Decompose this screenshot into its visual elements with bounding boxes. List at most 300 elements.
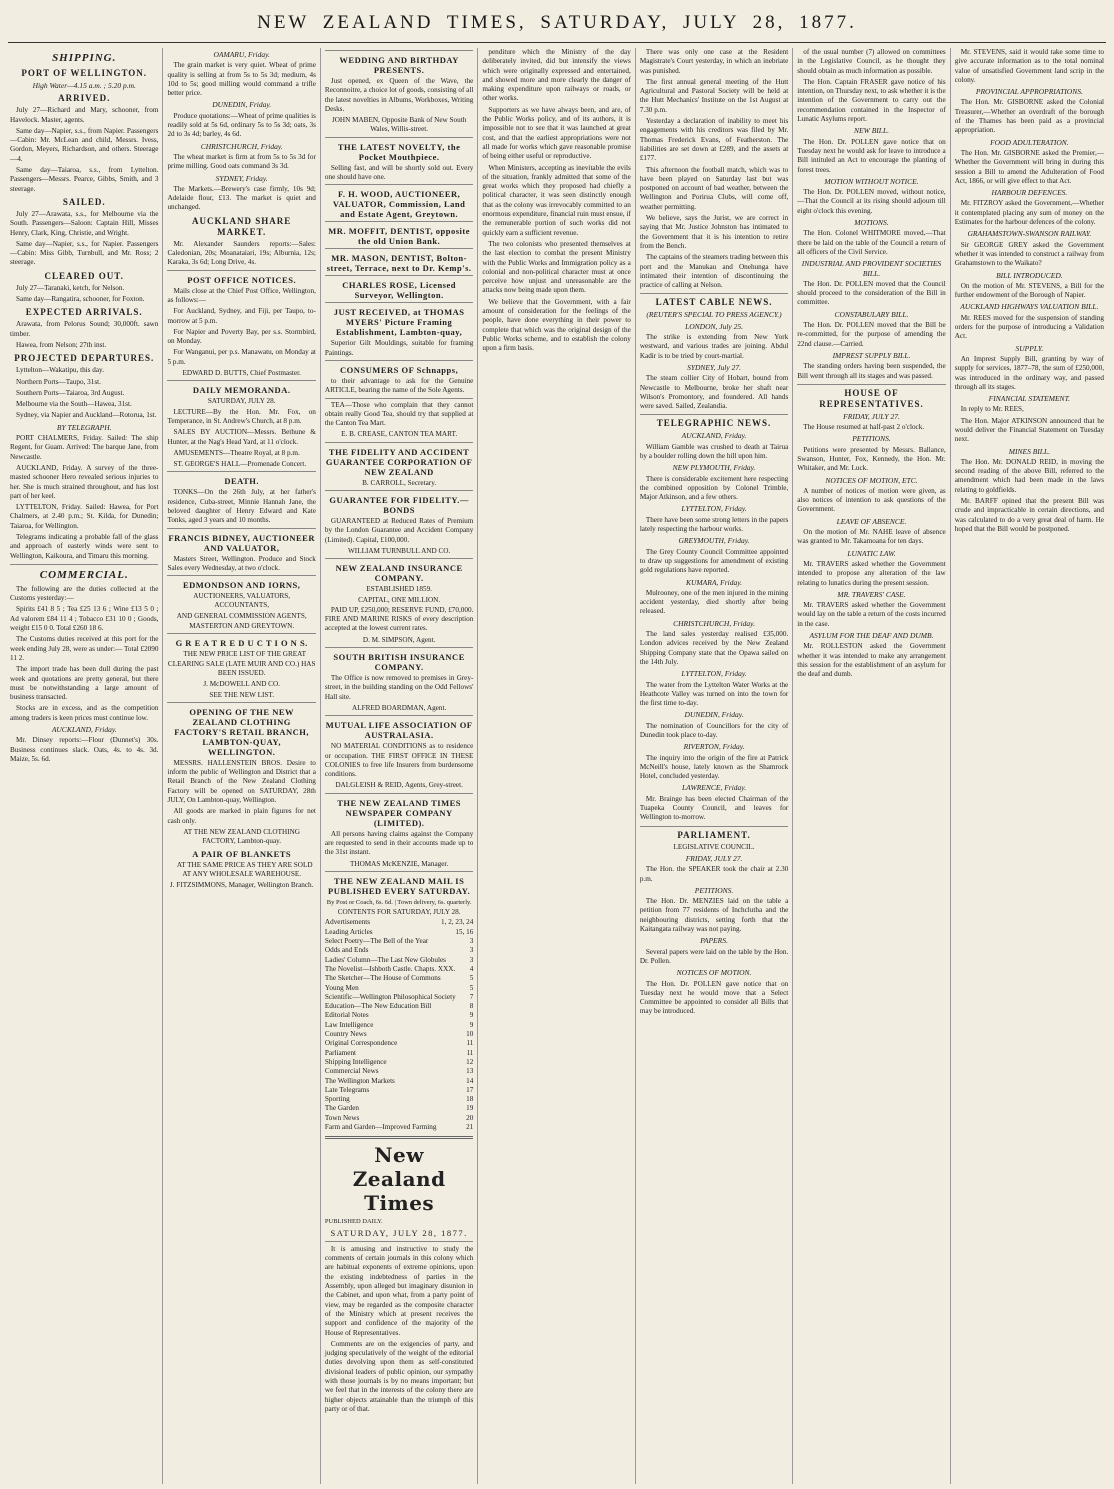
ad-reductions-text: THE NEW PRICE LIST OF THE GREAT CLEARING SALE (LATE MUIR AND CO.) HAS BEEN ISSUED. — [167, 650, 316, 677]
column-5 — [636, 48, 793, 1484]
dispatch-text: The nomination of Councillors for the city of Dunedin took place to-day. — [639, 721, 789, 739]
mail-contents — [325, 871, 473, 1132]
deaf-text: Mr. ROLLESTON asked the Government whether it was intended to make any arrangement this session for the establishment of an asylum for the deaf and dumb. — [797, 642, 946, 679]
ad-clothing-text: All goods are marked in plain figures for net cash only. — [167, 807, 316, 825]
contents-title: Education—The New Education Bill — [324, 1002, 432, 1011]
divider — [325, 1241, 473, 1242]
ad-novelty — [325, 137, 473, 183]
oamaru-heading: OAMARU, Friday. — [213, 50, 270, 59]
contents-row — [325, 1086, 473, 1095]
news-item: Yesterday a declaration of inability to meet his engagements with his creditors was filed by Mr. Thomas Frederick Evans, of Featherston. The liabilities are set down at £289, and the assets at £177. — [639, 117, 789, 163]
sydney-heading: SYDNEY, Friday. — [215, 173, 268, 183]
ad-blankets-heading: A PAIR OF BLANKETS — [192, 848, 292, 859]
contents-page: 7 — [469, 992, 474, 1001]
dispatch-text: The inquiry into the origin of the fire at Patrick McNeill's house, lately known as the Shamrock Hotel, concluded yesterday. — [639, 753, 789, 781]
ad-edmondson-sub: AUCTIONEERS, VALUATORS, ACCOUNTANTS, — [193, 592, 291, 610]
sailed-item: Same day—Napier, s.s., for Napier. Passengers—Cabin: Miss Gibb, Turnbull, and Mr. Ross; 2 steerage. — [10, 239, 159, 267]
contents-page: 12 — [466, 1057, 474, 1066]
dispatch-text: William Gamble was crushed to death at Tairua by a boulder rolling down the hill upon him. — [639, 442, 789, 460]
contents-page: 8 — [469, 1002, 474, 1011]
financial-heading: FINANCIAL STATEMENT. — [988, 394, 1071, 404]
dispatch-text: Mulrooney, one of the men injured in the mining accident yesterday, died shortly after being released. — [639, 588, 789, 616]
ad-edmondson-heading: EDMONDSON AND IORNS, — [182, 580, 301, 591]
contents-title: Law Intelligence — [324, 1020, 374, 1029]
water-line: High Water—4.15 a.m. ; 5.20 p.m. — [32, 81, 136, 90]
ad-guarantee-signature: WILLIAM TURNBULL AND CO. — [348, 546, 451, 555]
post-item: Mails close at the Chief Post Office, Wellington, as follows:— — [167, 286, 316, 304]
ad-south-british-heading: SOUTH BRITISH INSURANCE COMPANY. — [333, 652, 465, 673]
contents-row — [325, 984, 473, 993]
new-bill-heading: NEW BILL. — [853, 126, 889, 136]
motion-text: The Hon. Dr. POLLEN moved, without notice,—That the Council at its rising should adjourn till eight o'clock this evening. — [797, 188, 946, 215]
contents-row — [325, 1011, 473, 1020]
contents-list — [325, 918, 473, 1132]
lunatic-heading: LUNATIC LAW. — [847, 548, 896, 558]
dispatch-text: There have been some strong letters in the papers lately respecting the harbour works. — [639, 515, 789, 534]
ad-south-british-text: The Office is now removed to premises in Grey-street, in the building standing on the Odd Fellows' Hall site. — [324, 674, 474, 701]
death-notice — [167, 471, 315, 525]
petitions-heading: PETITIONS. — [694, 885, 734, 895]
provincial-text: The Hon. Mr. GISBORNE asked the Colonial Treasurer,—Whether an overdraft of the borough of the Thames has been paid as a provincial appropriation. — [954, 98, 1105, 135]
memoranda-item: AMUSEMENTS—Theatre Royal, at 8 p.m. — [173, 448, 300, 457]
dispatch-text: The Grey County Council Committee appointed to draw up suggestions for amendment of existing gold regulations have reported. — [639, 547, 789, 575]
contents-row — [325, 1104, 473, 1113]
sydney-item: The Markets.—Brewery's case firmly, 10s 9d; Adelaide flour, £13. The market is quiet and unchanged. — [167, 184, 316, 212]
ad-guarantee — [325, 490, 473, 556]
dateline: LONDON, July 25. — [685, 321, 743, 331]
arrived-item: Same day—Taiaroa, s.s., from Lyttelton. Passengers—Messrs. Pearce, Gibbs, Smith, and 3 steerage. — [10, 166, 159, 193]
contents-title: Leading Articles — [324, 927, 373, 936]
news-item: The captains of the steamers trading between this port and the Manukau and Onehunga have intimated their intention of discontinuing the practice of calling at Nelson. — [639, 253, 789, 290]
telegraph-item: Telegrams indicating a probable fall of the glass and approach of easterly winds were sent to Wellington, Kaikoura, and Timaru this morning. — [10, 532, 159, 560]
ad-wood-heading: F. H. WOOD, AUCTIONEER, VALUATOR, Commission, Land and Estate Agent, Greytown. — [332, 189, 466, 220]
contents-page: 15, 16 — [455, 927, 474, 936]
ad-fidelity-heading: THE FIDELITY AND ACCIDENT GUARANTEE CORPORATION OF NEW ZEALAND — [325, 446, 473, 477]
cleared-item: Same day—Rangatira, schooner, for Foxton. — [16, 295, 145, 304]
papers-heading: PAPERS. — [700, 936, 728, 946]
contents-row — [325, 1039, 473, 1048]
mines-text: Mr. BARFF opined that the present Bill was crude and impracticable in certain directions, and was calculated to do a very great deal of harm. He hoped that the Bill would be postponed. — [954, 497, 1105, 533]
leader-paragraph: The two colonists who presented themselves at the last election to combat the present Ministry with the Public Works and Immigration policy as a colonial and non-political character must at once perceive how unjust and unreasonable are the attacks now being made upon them. — [482, 239, 631, 295]
ad-south-british — [325, 647, 473, 713]
arrived-item: July 27—Richard and Mary, schooner, from Havelock. Master, agents. — [10, 106, 159, 124]
contents-row — [325, 937, 473, 946]
house-opening: The House resumed at half-past 2 o'clock. — [803, 423, 925, 432]
ad-tea-signature: E. B. CREASE, CANTON TEA MART. — [341, 430, 458, 439]
imprest-text: The standing orders having been suspended, the Bill went through all its stages and was passed. — [797, 362, 946, 380]
notices-text: The Hon. Dr. POLLEN gave notice that on Tuesday next he would move that a Select Committee be appointed to consider all Bills that may be introduced. — [639, 979, 789, 1016]
dateline: RIVERTON, Friday. — [683, 742, 745, 752]
contents-title: Town News — [324, 1113, 360, 1122]
contents-page: 4 — [469, 964, 474, 973]
ad-clothing-heading: OPENING OF THE NEW ZEALAND CLOTHING FACTORY'S RETAIL BRANCH, LAMBTON-QUAY, WELLINGTON. — [174, 706, 310, 757]
societies-heading: INDUSTRIAL AND PROVIDENT SOCIETIES BILL. — [801, 259, 942, 278]
motions-text: The Hon. Colonel WHITMORE moved,—That there be laid on the table of the Council a return of all officers of the Civil Service. — [797, 229, 946, 256]
contents-title: Ladies' Column—The Last New Globules — [324, 955, 446, 964]
ad-moffit-heading: MR. MOFFIT, DENTIST, opposite the old Union Bank. — [328, 226, 470, 247]
memoranda-heading: DAILY MEMORANDA. — [192, 385, 291, 396]
house-notices-text: A number of notices of motion were given, as also notices of intention to ask questions of the Government. — [797, 486, 946, 514]
post-office-notice — [167, 270, 315, 379]
contents-page: 14 — [466, 1076, 474, 1085]
ad-clothing-factory — [167, 702, 315, 891]
contents-title: Late Telegrams — [324, 1085, 370, 1094]
ad-nz-insurance-text: PAID UP, £250,000; RESERVE FUND, £70,000. FIRE AND MARINE RISKS of every description accepted at the lowest current rates. — [324, 605, 474, 633]
ad-nz-insurance-capital: CAPITAL, ONE MILLION. — [358, 595, 441, 604]
share-market-heading: AUCKLAND SHARE MARKET. — [192, 215, 292, 237]
contents-row — [325, 918, 473, 927]
columns — [6, 48, 1108, 1484]
contents-title: The Novelist—Ishboth Castle. Chapts. XXX. — [324, 964, 456, 973]
dispatch-text: There is considerable excitement here respecting the combined opposition by Colonel Trimble, Major Atkinson, and a few others. — [639, 474, 789, 502]
shipping-title: SHIPPING. — [52, 52, 117, 64]
report-item: The Hon. Captain FRASER gave notice of his intention, on Thursday next, to ask whether it is the intention of the Government to carry out the recommendation contained in the Inspector of Lunatic Asylums report. — [797, 77, 946, 124]
ad-south-british-signature: ALFRED BOARDMAN, Agent. — [352, 703, 447, 712]
ad-times-company-text: All persons having claims against the Company are requested to send in their accounts made up to the 31st instant. — [324, 829, 474, 857]
motion-heading: MOTION WITHOUT NOTICE. — [824, 176, 919, 186]
railway-heading: GRAHAMSTOWN-SWANSON RAILWAY. — [967, 229, 1092, 239]
report-item: Mr. STEVENS, said it would take some time to give accurate information as to the total nominal value of unsatisfied Government land scrip in the colony. — [954, 48, 1105, 84]
ad-bidney-heading: FRANCIS BIDNEY, AUCTIONEER AND VALUATOR, — [168, 532, 315, 553]
lunatic-text: Mr. TRAVERS asked whether the Government intended to propose any alteration of the law relating to lunatics during the present session. — [797, 559, 946, 587]
travers-text: Mr. TRAVERS asked whether the Government would lay on the table a return of the costs incurred in the case. — [797, 601, 946, 628]
supply-text: An Imprest Supply Bill, granting by way of supply for services, 1877–78, the sum of £250,000, was introduced in the ordinary way, and passed through all its stages. — [954, 354, 1105, 391]
leader-paragraph: Comments are on the exigencies of party, and judging speculatively of the weight of the editorial duties devolving upon them as self-constituted divisional leaders of public opinion, our sympathy with those journals is by no means important; but we feel that in the interests of the colony there are higher objects attainable than the triumph of this party or of that. — [324, 1339, 474, 1413]
post-item: For Auckland, Sydney, and Fiji, per Taupo, to-morrow at 5 p.m. — [167, 307, 316, 325]
departure-item: Sydney, via Napier and Auckland—Rotorua, 1st. — [16, 411, 157, 420]
commercial-item: Spirits £41 8 5 ; Tea £25 13 6 ; Wine £13 5 0 ; Ad valorem £84 11 4 ; Tobacco £31 10 0 ; Goods, weight £15 0 0. Total £260 18 6. — [10, 605, 159, 633]
dateline: LYTTELTON, Friday. — [681, 504, 747, 514]
commercial-item: The following are the duties collected at the Customs yesterday:— — [10, 584, 159, 603]
leave-heading: LEAVE OF ABSENCE. — [836, 516, 907, 526]
telegraphic-list — [640, 431, 788, 822]
contents-page: 19 — [466, 1104, 474, 1113]
divider — [797, 384, 945, 385]
contents-page: 3 — [469, 955, 474, 964]
death-heading: DEATH. — [224, 476, 260, 487]
contents-title: Sporting — [324, 1095, 350, 1104]
telegraph-heading: BY TELEGRAPH. — [56, 422, 112, 432]
contents-page: 9 — [469, 1011, 474, 1020]
departure-item: Southern Ports—Taiaroa, 3rd August. — [16, 388, 125, 397]
contents-page: 18 — [466, 1095, 474, 1104]
memoranda-date: SATURDAY, JULY 28. — [207, 397, 276, 406]
departure-item: Lyttelton—Wakatipu, this day. — [16, 366, 104, 375]
ad-blankets-text: AT THE SAME PRICE AS THEY ARE SOLD AT ANY WHOLESALE WAREHOUSE. — [176, 860, 313, 878]
ad-edmondson-location: MASTERTON AND GREYTOWN. — [189, 622, 295, 631]
memoranda-item: ST. GEORGE'S HALL—Promenade Concert. — [173, 460, 307, 469]
dateline: GREYMOUTH, Friday. — [678, 536, 750, 546]
contents-page: 13 — [466, 1067, 474, 1076]
dateline: LAWRENCE, Friday. — [681, 783, 747, 793]
ad-mutual-life-text: NO MATERIAL CONDITIONS as to residence or occupation. THE FIRST OFFICE IN THESE COLONIES to free life Insurers from burdensome conditions. — [324, 742, 474, 779]
cable-list — [640, 322, 788, 412]
dateline: CHRISTCHURCH, Friday. — [673, 618, 755, 628]
dateline: AUCKLAND, Friday. — [681, 431, 747, 441]
contents-page: 5 — [469, 983, 474, 992]
contents-page: 11 — [466, 1039, 474, 1048]
dunedin-heading: DUNEDIN, Friday. — [212, 100, 272, 110]
parliament-heading: PARLIAMENT. — [677, 829, 751, 840]
motions-heading: MOTIONS. — [854, 218, 889, 228]
contents-title: The Wellington Markets — [324, 1076, 395, 1085]
column-4 — [478, 48, 635, 1484]
memoranda-item: LECTURE—By the Hon. Mr. Fox, on Temperance, in St. Andrew's Church, at 8 p.m. — [167, 407, 316, 425]
ad-novelty-heading: THE LATEST NOVELTY, the Pocket Mouthpiece. — [337, 141, 461, 162]
contents-title: Advertisements — [324, 918, 371, 927]
ad-rose-heading: CHARLES ROSE, Licensed Surveyor, Wellington. — [342, 280, 456, 301]
food-text: The Hon. Mr. GISBORNE asked the Premier,—Whether the Government will bring in during this session a Bill to amend the Adulteration of Food Act, 1866, or will give effect to that Act. — [954, 148, 1105, 185]
auckland-item: Mr. Dinsey reports:—Flour (Dunnet's) 30s. Business continues slack. Oats, 4s. to 4s. 3d. Maize, 5s. 6d. — [10, 736, 159, 763]
contents-title: Odds and Ends — [324, 946, 369, 955]
divider — [640, 414, 788, 415]
times-published: PUBLISHED DAILY. — [324, 1218, 383, 1226]
leader-paragraph: Supporters as we have always been, and are, of the Public Works policy, and of its authors, it is impossible not to see that it was launched at great cost, and that the earliest appropriations were not all made for works which gave reasonable promise of being either useful or reproductive. — [482, 105, 631, 161]
ad-tea — [325, 398, 473, 440]
council-opening: The Hon. the SPEAKER took the chair at 2.30 p.m. — [639, 865, 789, 883]
news-item: There was only one case at the Resident Magistrate's Court yesterday, in which an inebriate was punished. — [639, 48, 789, 75]
leader-paragraph: When Ministers, accepting as inevitable the evils of the situation, frankly admitted that some of the great works which they proposed had chiefly a political character, it was seen distinctly enough that as the colony was irrevocably committed to an enormous expenditure, financial ruin must ensue, if the remunerable portion of such works did not quickly earn a sufficient revenue. — [482, 163, 631, 237]
contents-page: 3 — [469, 946, 474, 955]
contents-page: 20 — [466, 1113, 474, 1122]
post-item: For Wanganui, per p.s. Manawatu, on Monday at 5 p.m. — [167, 348, 316, 366]
arrived-heading: ARRIVED. — [58, 93, 111, 104]
times-logo: New Zealand Times — [352, 1143, 446, 1216]
ad-guarantee-text: GUARANTEED at Reduced Rates of Premium by the London Guarantee and Accident Company (Limited). Capital, £100,000. — [324, 517, 474, 544]
contents-title: Original Correspondence — [324, 1039, 398, 1048]
papers-text: Several papers were laid on the table by the Hon. Dr. Pollen. — [639, 947, 789, 965]
dispatch-text: The strike is extending from New York westward, and various trades are joining. Abdul Kadir is to be tried by court-martial. — [639, 333, 789, 360]
contents-row — [325, 928, 473, 937]
ad-consumers-heading: CONSUMERS OF Schnapps, — [340, 364, 459, 375]
auckland-heading: AUCKLAND, Friday. — [51, 725, 117, 735]
house-heading: HOUSE OF REPRESENTATIVES. — [819, 387, 924, 409]
constabulary-text: The Hon. Dr. POLLEN moved that the Bill be re-committed, for the purpose of amending the 22nd clause.—Carried. — [797, 321, 946, 348]
house-notices-heading: NOTICES OF MOTION, ETC. — [825, 475, 918, 485]
contents-heading: CONTENTS FOR SATURDAY, JULY 28. — [337, 908, 461, 917]
ad-clothing-location: AT THE NEW ZEALAND CLOTHING FACTORY, Lambton-quay. — [183, 827, 300, 846]
port-line: PORT OF WELLINGTON. — [21, 68, 148, 78]
contents-row — [325, 1021, 473, 1030]
ad-nz-insurance-established: ESTABLISHED 1859. — [366, 585, 432, 594]
ad-received — [325, 302, 473, 358]
ad-blankets-signature: J. FITZSIMMONS, Manager, Wellington Branch. — [169, 881, 314, 890]
news-item: We believe, says the Jurist, we are correct in saying that Mr. Justice Johnston has intimated to the Government that it is his intention to retire from the Bench. — [639, 214, 789, 250]
ad-rose — [325, 275, 473, 300]
contents-row — [325, 1095, 473, 1104]
times-date: SATURDAY, JULY 28, 1877. — [330, 1227, 468, 1238]
departure-item: Northern Ports—Taupo, 31st. — [16, 377, 101, 386]
masthead: NEW ZEALAND TIMES, SATURDAY, JULY 28, 1877. — [257, 12, 857, 33]
leave-text: On the motion of Mr. NAHE leave of absence was granted to Mr. Takamoana for ten days. — [797, 528, 946, 546]
highways-text: Mr. REES moved for the suspension of standing orders for the purpose of introducing a Validation Act. — [954, 313, 1105, 341]
ad-consumers — [325, 360, 473, 396]
contents-row — [325, 1058, 473, 1067]
column-7 — [951, 48, 1108, 1484]
news-item: This afternoon the football match, which was to have been played on Saturday last but was postponed on account of bad weather, between the Wellington and Porirua Clubs, will come off, weather permitting. — [639, 165, 789, 211]
ad-times-company-heading: THE NEW ZEALAND TIMES NEWSPAPER COMPANY (LIMITED). — [337, 797, 462, 828]
financial-reply: In reply to Mr. REES, — [960, 405, 1024, 414]
contents-row — [325, 1049, 473, 1058]
contents-page: 11 — [466, 1048, 474, 1057]
ad-nz-insurance — [325, 558, 473, 645]
contents-page: 21 — [466, 1123, 474, 1131]
ad-bidney-text: Masters Street, Wellington. Produce and Stock Sales every Wednesday, at two o'clock. — [167, 554, 316, 572]
ad-moffit — [325, 221, 473, 246]
ad-mutual-life-heading: MUTUAL LIFE ASSOCIATION OF AUSTRALASIA. — [325, 720, 473, 741]
contents-page: 17 — [466, 1085, 474, 1094]
double-rule — [325, 1136, 473, 1139]
constabulary-heading: CONSTABULARY BILL. — [834, 309, 909, 319]
contents-row — [325, 1114, 473, 1123]
ad-mason-heading: MR. MASON, DENTIST, Bolton-street, Terrace, next to Dr. Kemp's. — [326, 253, 472, 274]
legislative-council-heading: LEGISLATIVE COUNCIL. — [673, 842, 755, 851]
christchurch-item: The wheat market is firm at from 5s to 5s 3d for prime milling. Good oats command 3s 3d. — [167, 152, 316, 171]
sailed-heading: SAILED. — [62, 196, 106, 207]
dispatch-text: The steam collier City of Hobart, bound from Newcastle to Melbourne, broke her shaft near Wilson's Promontory, and foundered. All hands were saved. Sailed, Zealandia. — [639, 374, 789, 411]
dunedin-item: Produce quotations:—Wheat of prime qualities is readily sold at 5s 6d, ordinary 5s to 5s 3d; oats, 3s 2d to 3s 4d; barley, 4s 6d. — [167, 111, 316, 139]
ad-reductions-heading: G R E A T R E D U C T I O N S. — [175, 638, 308, 649]
ad-reductions-signature: J. McDOWELL AND CO. — [203, 680, 280, 689]
harbour-heading: HARBOUR DEFENCES. — [991, 188, 1068, 198]
notices-heading: NOTICES OF MOTION. — [676, 968, 752, 978]
contents-row — [325, 1067, 473, 1076]
ad-novelty-text: Selling fast, and will be shortly sold out. Every one should have one. — [324, 163, 474, 182]
contents-page: 9 — [469, 1020, 474, 1029]
contents-row — [325, 946, 473, 955]
divider — [640, 293, 788, 294]
supply-heading: SUPPLY. — [1015, 343, 1044, 353]
ad-fidelity-signature: B. CARROLL, Secretary. — [362, 478, 437, 487]
telegraph-item: LYTTELTON, Friday. Sailed: Hawea, for Port Chalmers, at 2.40 p.m.; St. Kilda, for Dunedin; Taiaroa, for Wellington. — [10, 503, 159, 530]
divider — [640, 826, 788, 827]
contents-title: Scientific—Wellington Philosophical Society — [324, 992, 456, 1001]
bill-introduced-heading: BILL INTRODUCED. — [996, 270, 1063, 280]
divider — [10, 564, 158, 565]
deaf-heading: ASYLUM FOR THE DEAF AND DUMB. — [809, 631, 934, 641]
expected-item: Arawata, from Pelorus Sound; 30,000ft. sawn timber. — [10, 320, 159, 338]
mines-heading: MINES BILL. — [1008, 446, 1050, 456]
ad-fidelity — [325, 442, 473, 488]
imprest-heading: IMPREST SUPPLY BILL. — [832, 350, 911, 360]
harbour-text: Mr. FITZROY asked the Government,—Whether it contemplated placing any sum of money on the Estimates for the harbour defences of the colony. — [954, 199, 1105, 227]
ad-nz-insurance-signature: D. M. SIMPSON, Agent. — [362, 635, 436, 644]
contents-title: Country News — [324, 1030, 367, 1039]
cleared-heading: CLEARED OUT. — [44, 270, 124, 281]
arrived-item: Same day—Napier, s.s., from Napier. Passengers—Cabin: Mr. McLean and child, Messrs. Ivess, Gordon, Meyers, Richardson, and others. Steerage—4. — [10, 126, 159, 163]
dateline: KUMARA, Friday. — [686, 577, 743, 587]
ad-wedding-signature: JOHN MABEN, Opposite Bank of New South Wales, Willis-street. — [331, 116, 467, 134]
expected-heading: EXPECTED ARRIVALS. — [25, 307, 143, 318]
market-item: The import trade has been dull during the past week and quotations are pretty general, but there must be notwithstanding a large amount of business transacted. — [10, 665, 159, 702]
bill-introduced-text: On the motion of Mr. STEVENS, a Bill for the further endowment of the Borough of Napier. — [954, 281, 1105, 300]
contents-row — [325, 1077, 473, 1086]
highways-heading: AUCKLAND HIGHWAYS VALUATION BILL. — [960, 302, 1099, 312]
ad-reductions-see-list: SEE THE NEW LIST. — [209, 690, 275, 699]
ad-reductions — [167, 633, 315, 699]
travers-heading: MR. TRAVERS' CASE. — [837, 589, 906, 599]
telegraph-item: PORT CHALMERS, Friday. Sailed: The ship Regent, for Guam. Arrived: The barque Jane, from Newcastle. — [10, 434, 159, 461]
societies-text: The Hon. Dr. POLLEN moved that the Council should proceed to the consideration of the Bill in committee. — [797, 279, 946, 307]
column-2 — [163, 48, 320, 1484]
dateline: SYDNEY, July 27. — [687, 362, 741, 372]
ad-wedding-text: Just opened, ex Queen of the Wave, the Reconnoitre, a choice lot of goods, consisting of all the latest novelties in Albums, Workboxes, Writing Desks. — [324, 77, 474, 113]
petitions-text: The Hon. Dr. MENZIES laid on the table a petition from 77 residents of Inchclutha and the neighbouring districts, setting forth that the Kaitangata railway was not paying. — [639, 897, 789, 934]
dateline: LYTTELTON, Friday. — [681, 669, 747, 679]
contents-title: The Garden — [324, 1104, 360, 1113]
cable-heading: LATEST CABLE NEWS. — [655, 297, 773, 308]
departures-heading: PROJECTED DEPARTURES. — [14, 353, 155, 364]
mail-price: By Post or Coach, 6s. 6d. | Town delivery, 6s. quarterly. — [326, 898, 472, 906]
financial-text: The Hon. Major ATKINSON announced that he would deliver the Financial Statement on Tuesday next. — [954, 416, 1105, 444]
ad-nz-insurance-heading: NEW ZEALAND INSURANCE COMPANY. — [335, 563, 463, 584]
daily-memoranda — [167, 380, 315, 469]
commercial-title: COMMERCIAL. — [39, 568, 129, 581]
departure-item: Melbourne via the South—Hawea, 31st. — [16, 400, 132, 409]
ad-mutual-life — [325, 715, 473, 790]
memoranda-item: SALES BY AUCTION—Messrs. Bethune & Hunter, at the Nag's Head Yard, at 11 o'clock. — [167, 428, 316, 446]
ad-received-heading: JUST RECEIVED, at THOMAS MYERS' Picture Framing Establishment, Lambton-quay, — [333, 307, 465, 338]
contents-title: Editorial Notes — [324, 1011, 369, 1020]
contents-row — [325, 956, 473, 965]
telegraph-item: AUCKLAND, Friday. A survey of the three-masted schooner Hero revealed serious injuries to her. She is much strained throughout, and has lost part of her keel. — [10, 463, 159, 500]
column-6 — [793, 48, 950, 1484]
contents-title: Shipping Intelligence — [324, 1057, 387, 1066]
contents-title: Young Men — [324, 983, 359, 992]
ad-edmondson — [167, 575, 315, 631]
dateline: DUNEDIN, Friday. — [684, 710, 744, 720]
mail-heading: THE NEW ZEALAND MAIL IS PUBLISHED EVERY SATURDAY. — [328, 875, 471, 896]
cleared-item: July 27—Taranaki, ketch, for Nelson. — [16, 283, 125, 292]
ad-tea-text: TEA—Those who complain that they cannot obtain really Good Tea, should try that supplied at the Canton Tea Mart. — [324, 400, 474, 428]
house-petitions-heading: PETITIONS. — [852, 434, 891, 444]
report-item: of the usual number (7) allowed on committees in the Legislative Council, as he thought they should obtain as much information as possible. — [797, 48, 946, 75]
dispatch-text: The land sales yesterday realised £35,000. London advices received by the New Zealand Shipping Company state that the Opawa sailed on the 14th July. — [639, 630, 789, 666]
ad-clothing-text: MESSRS. HALLENSTEIN BROS. Desire to inform the public of Wellington and District that a Retail Branch of the New Zealand Clothing Factory will be opened on SATURDAY, 28th JULY, On Lambton-quay, Wellington. — [167, 758, 316, 805]
contents-row — [325, 1002, 473, 1011]
post-signature: EDWARD D. BUTTS, Chief Postmaster. — [182, 369, 301, 378]
ad-mason — [325, 248, 473, 273]
oamaru-item: The grain market is very quiet. Wheat of prime quality is selling at from 5s to 5s 3d; medium, 4s 10d to 5s; good milling would command a trifle better price. — [167, 61, 316, 98]
share-market-item: Mr. Alexander Saunders reports:—Sales: Caledonian, 20s; Moanataiari, 19s; Alburnia, 12s; Karaka, 3s 6d; Long Drive, 4s. — [167, 239, 316, 267]
contents-title: Commercial News — [324, 1067, 379, 1076]
dispatch-text: Mr. Brainge has been elected Chairman of the Tuapeka County Council, and leaves for Wellington to-morrow. — [639, 794, 789, 822]
house-date: FRIDAY, JULY 27. — [843, 411, 900, 421]
legislative-council-date: FRIDAY, JULY 27. — [685, 853, 743, 863]
food-heading: FOOD ADULTERATION. — [990, 137, 1069, 147]
dispatch-text: The water from the Lyttelton Water Works at the Heathcote Valley was turned on into the town for the first time to-day. — [639, 680, 789, 708]
post-item: For Napier and Poverty Bay, per s.s. Stormbird, on Monday. — [167, 327, 316, 346]
leader-paragraph: penditure which the Ministry of the day deliberately invited, did but intensify the views which were originally expressed and entertained, and showed more and more clearly the danger of making expenditure upon railways or roads, or other works. — [482, 48, 631, 103]
contents-row — [325, 965, 473, 974]
contents-row — [325, 974, 473, 983]
contents-page: 3 — [469, 937, 474, 946]
contents-page: 5 — [469, 974, 474, 983]
contents-title: Farm and Garden—Improved Farming — [324, 1123, 437, 1131]
leader-paragraph: It is amusing and instructive to study the comments of certain journals in this colony which are habitual exponents of extreme opinions, upon the existing indebtedness of parties in the Assembly, upon alleged but imaginary disunion in the Cabinet, and upon what, from a party point of view, may be regarded as the composite character of the Ministry which at present receives the support and confidence of the majority of the House of Representatives. — [324, 1244, 474, 1337]
ad-consumers-text: to their advantage to ask for the Genuine ARTICLE, bearing the name of the Sole Agents. — [324, 376, 474, 395]
ad-bidney — [167, 528, 315, 574]
ad-wedding — [325, 50, 473, 135]
contents-title: Parliament — [324, 1048, 357, 1057]
market-item: Stocks are in excess, and as the competition among traders is keen prices must continue low. — [10, 704, 159, 722]
expected-item: Hawea, from Nelson; 27th inst. — [16, 340, 107, 349]
ad-edmondson-sub2: AND GENERAL COMMISSION AGENTS, — [176, 611, 307, 620]
contents-title: The Sketcher—The House of Commons — [324, 974, 441, 983]
death-text: TONKS—On the 26th July, at her father's residence, Cuba-street, Minnie Hannah Jane, the beloved daughter of Henry Edward and Kate Tonks, aged 3 years and 10 months. — [167, 488, 316, 525]
leader-paragraph: We believe that the Government, with a fair amount of consideration for the feelings of the people, have done everything in their power to complete that which was the original design of the Public Works scheme, and to establish the colony upon a firm basis. — [482, 297, 631, 353]
contents-page: 10 — [466, 1030, 474, 1039]
